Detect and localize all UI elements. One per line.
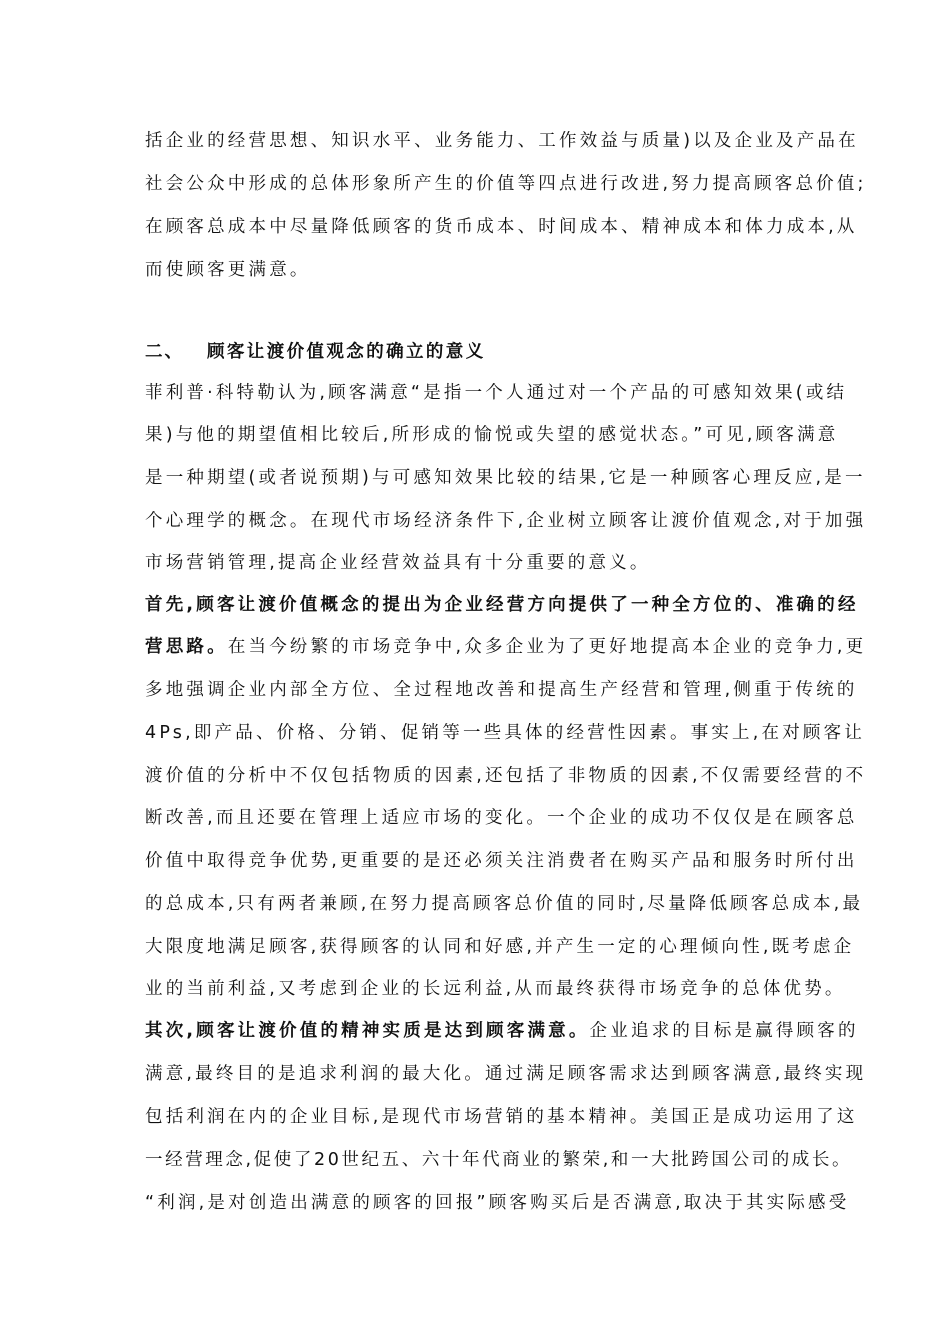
para1-line-4: 个心理学的概念。在现代市场经济条件下,企业树立顾客让渡价值观念,对于加强 [145, 511, 867, 531]
section-title: 顾客让渡价值观念的确立的意义 [207, 342, 486, 362]
para2-line-6: 断改善,而且还要在管理上适应市场的变化。一个企业的成功不仅仅是在顾客总 [145, 808, 858, 828]
para2-line-7: 价值中取得竞争优势,更重要的是还必须关注消费者在购买产品和服务时所付出 [145, 851, 858, 871]
para2-line-4: 4Ps,即产品、价格、分销、促销等一些具体的经营性因素。事实上,在对顾客让 [145, 723, 866, 743]
para1-line-3: 是一种期望(或者说预期)与可感知效果比较的结果,它是一种顾客心理反应,是一 [145, 468, 866, 488]
para1-line-1: 菲利普·科特勒认为,顾客满意“是指一个人通过对一个产品的可感知效果(或结 [145, 383, 848, 403]
para3-bold-lead: 其次,顾客让渡价值的精神实质是达到顾客满意。 [145, 1021, 590, 1041]
para3-line-5: “利润,是对创造出满意的顾客的回报”顾客购买后是否满意,取决于其实际感受 [145, 1193, 850, 1213]
para2-line-3: 多地强调企业内部全方位、全过程地改善和提高生产经营和管理,侧重于传统的 [145, 680, 858, 700]
para2-bold-lead-end: 营思路。 [145, 637, 228, 657]
section-number: 二、 [145, 342, 184, 362]
para3-line-4: 一经营理念,促使了20世纪五、六十年代商业的繁荣,和一大批跨国公司的成长。 [145, 1150, 853, 1170]
para3-line-1 [145, 1016, 859, 1046]
para2-line-8: 的总成本,只有两者兼顾,在努力提高顾客总价值的同时,尽量降低顾客总成本,最 [145, 894, 864, 914]
para3-line-2: 满意,最终目的是追求利润的最大化。通过满足顾客需求达到顾客满意,最终实现 [145, 1064, 867, 1084]
intro-line-4: 而使顾客更满意。 [145, 260, 311, 280]
intro-line-2: 社会公众中形成的总体形象所产生的价值等四点进行改进,努力提高顾客总价值; [145, 174, 867, 194]
intro-line-3: 在顾客总成本中尽量降低顾客的货币成本、时间成本、精神成本和体力成本,从 [145, 217, 858, 237]
para3-line-3: 包括利润在内的企业目标,是现代市场营销的基本精神。美国正是成功运用了这 [145, 1107, 858, 1127]
para2-line-2-rest: 在当今纷繁的市场竞争中,众多企业为了更好地提高本企业的竞争力,更 [227, 637, 867, 657]
para2-bold-line-1: 首先,顾客让渡价值概念的提出为企业经营方向提供了一种全方位的、准确的经 [145, 595, 859, 615]
intro-line-1: 括企业的经营思想、知识水平、业务能力、工作效益与质量)以及企业及产品在 [145, 131, 859, 151]
para2-line-5: 渡价值的分析中不仅包括物质的因素,还包括了非物质的因素,不仅需要经营的不 [145, 766, 867, 786]
para2-line-2 [145, 632, 867, 662]
para2-line-10: 业的当前利益,又考虑到企业的长远利益,从而最终获得市场竞争的总体优势。 [145, 979, 846, 999]
para2-line-9: 大限度地满足顾客,获得顾客的认同和好感,并产生一定的心理倾向性,既考虑企 [145, 937, 855, 957]
para3-line-1-rest: 企业追求的目标是赢得顾客的 [589, 1021, 859, 1041]
para1-line-5: 市场营销管理,提高企业经营效益具有十分重要的意义。 [145, 553, 651, 573]
para1-line-2: 果)与他的期望值相比较后,所形成的愉悦或失望的感觉状态。”可见,顾客满意 [145, 425, 839, 445]
